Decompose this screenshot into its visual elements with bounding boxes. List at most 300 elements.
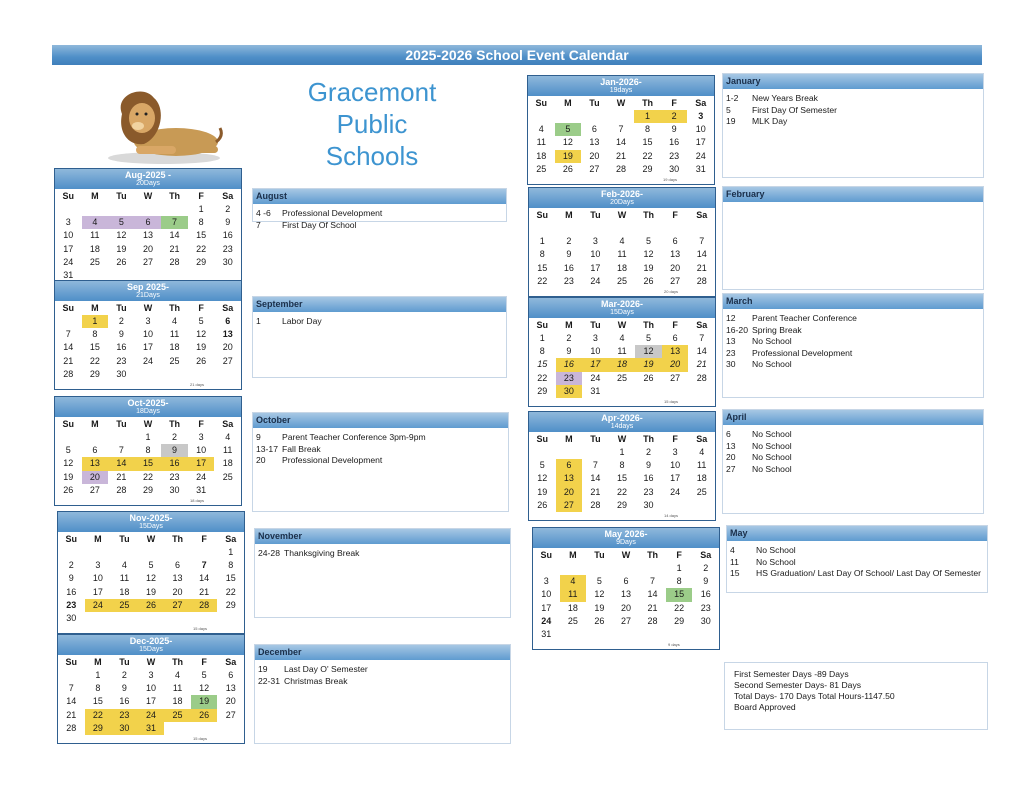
month-events-heading: November — [255, 529, 510, 544]
month-calendar-title — [58, 635, 244, 655]
event-row — [723, 105, 983, 117]
day-cell — [556, 222, 583, 235]
weekday-label: Sa — [225, 534, 237, 544]
day-cell: 10 — [92, 573, 103, 584]
day-cell: 22 — [674, 602, 685, 613]
day-cell: 5 — [596, 576, 602, 587]
weekday-label: Su — [536, 434, 549, 444]
day-cell: 29 — [225, 599, 236, 610]
day-cell: 15 — [92, 696, 103, 707]
day-cell — [635, 222, 662, 235]
day-cell: 8 — [228, 560, 234, 571]
weekday-label: W — [617, 210, 627, 220]
day-cell: 18 — [172, 696, 183, 707]
day-cell: 23 — [563, 275, 574, 286]
month-events-list — [723, 309, 983, 371]
weekday-label: M — [565, 320, 573, 330]
day-cell: 20 — [172, 586, 183, 597]
day-cell: 16 — [161, 457, 188, 470]
day-cell: 1 — [619, 447, 625, 457]
weekday-label: M — [94, 657, 102, 667]
event-date: 9 — [256, 432, 261, 442]
day-cell: 14 — [615, 137, 626, 148]
day-cell: 8 — [645, 124, 651, 135]
day-cell: 25 — [164, 709, 191, 722]
day-cell: 4 — [82, 216, 109, 229]
weekday-label: M — [91, 191, 99, 201]
day-cell: 22 — [196, 243, 207, 254]
month-footer-note: 20 days — [664, 288, 679, 294]
month-name: Jan-2026- — [600, 77, 642, 87]
weekday-label: Su — [62, 191, 75, 201]
day-cell: 7 — [68, 683, 74, 694]
day-grid — [58, 546, 244, 625]
event-description: No School — [752, 336, 792, 346]
month-calendar-title — [58, 512, 244, 532]
month-events-panel — [722, 186, 984, 290]
day-cell: 17 — [188, 457, 215, 470]
day-cell — [55, 203, 82, 216]
event-date: 20 — [256, 455, 266, 465]
day-cell: 19 — [63, 471, 74, 482]
day-cell: 17 — [63, 243, 74, 254]
day-cell: 1 — [539, 236, 545, 247]
day-cell: 27 — [89, 484, 100, 495]
weekday-label: M — [565, 434, 573, 444]
event-description: No School — [752, 440, 792, 451]
day-cell — [560, 562, 587, 575]
day-cell: 11 — [560, 588, 587, 601]
day-cell: 14 — [647, 589, 658, 600]
day-cell: 7 — [699, 333, 705, 343]
day-cell: 17 — [541, 602, 552, 613]
school-name — [262, 76, 482, 172]
day-cell: 19 — [116, 243, 127, 254]
day-cell: 2 — [703, 563, 709, 573]
day-cell: 29 — [674, 615, 685, 626]
day-cell: 6 — [135, 216, 162, 229]
day-cell: 12 — [63, 458, 74, 469]
month-calendar-title — [529, 188, 715, 208]
day-grid — [55, 315, 241, 381]
day-cell: 12 — [635, 345, 662, 358]
month-events-panel — [726, 525, 988, 593]
month-events-heading: December — [255, 645, 510, 660]
month-name: Nov-2025- — [129, 513, 173, 523]
event-row — [723, 313, 983, 325]
weekday-label: Sa — [222, 419, 234, 429]
day-cell: 6 — [228, 670, 234, 680]
weekday-label: Tu — [590, 320, 601, 330]
day-cell: 13 — [225, 683, 236, 694]
month-calendar — [527, 75, 715, 185]
day-cell: 17 — [670, 473, 681, 484]
day-cell: 28 — [696, 372, 707, 383]
day-cell: 12 — [145, 573, 156, 584]
day-cell: 28 — [63, 368, 74, 379]
weekday-label: Th — [647, 550, 659, 560]
day-cell: 9 — [566, 346, 572, 357]
day-cell: 14 — [696, 346, 707, 357]
day-cell: 21 — [647, 602, 658, 613]
day-cell: 14 — [199, 573, 210, 584]
day-cell: 26 — [537, 499, 548, 510]
day-cell: 7 — [592, 460, 598, 471]
weekday-label: F — [676, 550, 682, 560]
day-cell: 19 — [635, 358, 662, 371]
month-footer — [529, 398, 715, 406]
weekday-label: W — [143, 303, 153, 313]
day-cell: 1 — [228, 547, 234, 557]
month-events-panel — [722, 293, 984, 398]
day-cell: 22 — [616, 486, 627, 497]
day-cell: 13 — [142, 230, 153, 241]
weekday-header-row — [528, 96, 714, 110]
month-footer — [55, 497, 241, 505]
day-cell: 14 — [590, 473, 601, 484]
month-footer — [58, 735, 244, 743]
month-name: Aug-2025 - — [124, 170, 171, 180]
day-cell: 19 — [555, 150, 582, 163]
day-cell: 11 — [617, 249, 627, 260]
month-footer-note: 21 days — [190, 381, 205, 387]
event-date: 6 — [726, 429, 731, 439]
month-calendar — [528, 297, 716, 407]
day-cell — [85, 546, 112, 559]
weekday-label: F — [672, 210, 678, 220]
event-date: 23 — [726, 347, 736, 358]
weekday-label: Tu — [119, 657, 130, 667]
weekday-header-row — [529, 208, 715, 222]
weekday-label: F — [201, 657, 207, 667]
day-cell: 21 — [696, 262, 707, 273]
month-calendar — [528, 411, 716, 521]
day-cell: 15 — [196, 230, 207, 241]
day-cell: 1 — [95, 670, 101, 680]
month-footer — [529, 512, 715, 520]
month-events-list — [255, 660, 510, 687]
day-cell: 6 — [175, 560, 181, 571]
day-cell: 17 — [145, 696, 156, 707]
day-cell: 25 — [696, 486, 707, 497]
day-cell: 15 — [225, 573, 236, 584]
weekday-header-row — [55, 189, 241, 203]
event-description: No School — [752, 359, 792, 369]
month-footer-note: 9 days — [668, 642, 680, 648]
event-row — [723, 116, 983, 128]
day-cell: 21 — [116, 471, 127, 482]
month-calendar — [54, 280, 242, 390]
day-cell: 20 — [225, 696, 236, 707]
weekday-label: Sa — [696, 434, 708, 444]
day-cell: 12 — [116, 230, 127, 241]
month-events-list — [253, 204, 506, 231]
month-events-panel — [254, 528, 511, 618]
day-cell: 16 — [700, 589, 711, 600]
event-date: 16-20 — [726, 324, 748, 335]
month-calendar — [528, 187, 716, 297]
day-cell: 23 — [669, 150, 680, 161]
event-description: Thanksgiving Break — [284, 548, 360, 558]
month-name: Feb-2026- — [600, 189, 644, 199]
day-cell — [555, 110, 582, 123]
day-cell: 7 — [201, 560, 207, 571]
day-cell: 15 — [537, 262, 548, 273]
day-cell: 29 — [89, 368, 100, 379]
day-cell: 20 — [222, 342, 233, 353]
day-cell: 25 — [616, 372, 627, 383]
month-name: May 2026- — [604, 529, 648, 539]
day-cell: 8 — [92, 329, 98, 340]
event-date: 1 — [256, 316, 261, 326]
event-date: 27 — [726, 463, 736, 474]
weekday-label: Sa — [696, 320, 708, 330]
weekday-label: Th — [642, 98, 654, 108]
day-cell: 4 — [225, 432, 231, 442]
weekday-label: M — [569, 550, 577, 560]
day-cell: 4 — [699, 447, 705, 457]
day-cell: 23 — [222, 243, 233, 254]
day-cell: 12 — [562, 137, 573, 148]
event-row — [723, 441, 983, 453]
day-cell: 23 — [169, 471, 180, 482]
event-date: 19 — [258, 664, 268, 674]
day-grid — [533, 562, 719, 641]
day-cell: 3 — [148, 670, 154, 680]
day-cell: 3 — [198, 432, 204, 442]
weekday-label: Th — [172, 657, 184, 667]
day-cell: 3 — [145, 316, 151, 326]
month-name: Dec-2025- — [129, 636, 173, 646]
day-cell: 14 — [696, 249, 707, 260]
event-row — [723, 336, 983, 348]
day-cell: 30 — [111, 722, 138, 735]
day-cell — [529, 222, 556, 235]
day-cell: 31 — [138, 722, 165, 735]
weekday-label: Tu — [116, 419, 127, 429]
event-description: No School — [752, 429, 792, 439]
month-name: Oct-2025- — [127, 398, 169, 408]
event-date: 22-31 — [258, 675, 280, 686]
month-calendar — [54, 168, 242, 291]
weekday-label: M — [91, 303, 99, 313]
school-name-line: Schools — [325, 141, 419, 171]
day-cell: 5 — [555, 123, 582, 136]
month-events-list — [253, 312, 506, 328]
weekday-label: Tu — [590, 210, 601, 220]
day-cell: 3 — [698, 111, 704, 121]
day-cell: 23 — [111, 709, 138, 722]
day-cell: 21 — [66, 709, 77, 720]
day-cell: 8 — [145, 445, 151, 456]
day-cell — [135, 203, 162, 216]
day-cell: 5 — [148, 560, 154, 571]
day-cell: 16 — [556, 358, 583, 371]
event-row — [723, 452, 983, 464]
day-cell: 21 — [169, 243, 180, 254]
month-footer-note: 14 days — [664, 512, 679, 518]
event-description: First Day Of Semester — [752, 104, 837, 115]
day-cell: 10 — [145, 683, 156, 694]
month-events-heading: March — [723, 294, 983, 309]
event-date: 13-17 — [256, 443, 278, 454]
event-row — [253, 455, 508, 467]
event-row — [723, 464, 983, 476]
day-cell: 4 — [121, 560, 127, 571]
day-grid — [529, 222, 715, 288]
day-cell: 10 — [670, 460, 681, 471]
day-grid — [528, 110, 714, 176]
month-events-panel — [254, 644, 511, 744]
month-footer — [529, 288, 715, 296]
day-cell: 6 — [672, 236, 678, 247]
weekday-label: M — [94, 534, 102, 544]
day-cell: 9 — [225, 217, 231, 228]
day-cell: 31 — [695, 163, 706, 174]
day-cell: 6 — [591, 124, 597, 135]
event-date: 20 — [726, 452, 736, 462]
month-calendar-title — [55, 281, 241, 301]
day-cell: 3 — [95, 560, 101, 571]
day-cell: 7 — [650, 576, 656, 587]
day-cell: 28 — [66, 722, 77, 733]
day-cell — [613, 562, 640, 575]
day-cell: 11 — [617, 346, 627, 357]
month-events-list — [723, 202, 983, 206]
event-description: New Years Break — [752, 93, 818, 103]
day-cell: 2 — [172, 432, 178, 442]
day-cell — [191, 546, 218, 559]
event-date: 11 — [730, 556, 739, 567]
day-cell: 18 — [567, 602, 578, 613]
day-cell: 4 — [538, 124, 544, 135]
weekday-label: Tu — [116, 191, 127, 201]
weekday-label: F — [198, 303, 204, 313]
day-cell: 3 — [592, 333, 598, 343]
weekday-label: Tu — [119, 534, 130, 544]
month-calendar-title — [529, 412, 715, 432]
event-row — [723, 325, 983, 337]
event-description: Professional Development — [752, 347, 853, 358]
weekday-header-row — [55, 301, 241, 315]
day-cell: 14 — [66, 696, 77, 707]
day-cell: 4 — [619, 333, 625, 343]
day-cell: 15 — [642, 137, 653, 148]
weekday-label: Su — [62, 303, 75, 313]
weekday-label: Su — [62, 419, 75, 429]
month-events-heading: August — [253, 189, 506, 204]
day-cell: 18 — [169, 342, 180, 353]
day-cell: 1 — [676, 563, 682, 573]
month-events-panel — [252, 296, 507, 378]
day-cell: 24 — [63, 256, 74, 267]
weekday-label: W — [617, 434, 627, 444]
day-cell: 29 — [142, 484, 153, 495]
day-cell: 29 — [196, 256, 207, 267]
month-events-panel — [252, 188, 507, 230]
day-cell: 9 — [161, 444, 188, 457]
day-cell: 30 — [700, 615, 711, 626]
day-cell: 23 — [116, 355, 127, 366]
month-calendar-title — [528, 76, 714, 96]
day-cell — [581, 110, 608, 123]
day-cell: 25 — [89, 256, 100, 267]
day-cell — [528, 110, 555, 123]
day-cell: 27 — [670, 372, 681, 383]
event-description: Christmas Break — [284, 675, 348, 686]
day-cell: 18 — [609, 358, 636, 371]
month-events-list — [723, 425, 983, 475]
day-cell: 3 — [592, 236, 598, 247]
day-grid — [55, 203, 241, 282]
summary-line: Total Days- 170 Days Total Hours-1147.50 — [734, 691, 895, 701]
day-cell: 17 — [92, 586, 103, 597]
weekday-header-row — [58, 655, 244, 669]
day-cell: 27 — [164, 599, 191, 612]
day-cell — [639, 562, 666, 575]
event-row — [253, 316, 506, 328]
weekday-label: F — [671, 98, 677, 108]
day-cell: 30 — [222, 256, 233, 267]
day-cell — [161, 203, 188, 216]
day-cell — [529, 446, 556, 459]
day-cell: 20 — [662, 358, 689, 371]
day-cell: 9 — [121, 683, 127, 694]
weekday-label: Th — [169, 303, 181, 313]
day-cell: 23 — [556, 372, 583, 385]
day-cell: 12 — [199, 683, 210, 694]
weekday-label: W — [143, 191, 153, 201]
day-cell: 2 — [661, 110, 688, 123]
day-cell: 5 — [646, 236, 652, 247]
day-cell — [138, 546, 165, 559]
day-cell: 26 — [138, 599, 165, 612]
day-cell: 27 — [556, 499, 583, 512]
month-day-count: 21Days — [136, 292, 160, 299]
day-cell: 10 — [541, 589, 552, 600]
day-cell: 15 — [537, 359, 548, 370]
day-cell: 24 — [590, 275, 601, 286]
day-cell: 15 — [616, 473, 627, 484]
weekday-label: Th — [643, 210, 655, 220]
day-cell: 12 — [643, 249, 654, 260]
weekday-label: Sa — [222, 303, 234, 313]
day-cell: 22 — [537, 275, 548, 286]
day-cell: 21 — [696, 359, 707, 370]
day-cell: 22 — [642, 150, 653, 161]
day-cell: 11 — [119, 573, 130, 584]
event-description: MLK Day — [752, 116, 788, 126]
day-cell: 26 — [594, 615, 605, 626]
day-cell: 18 — [696, 473, 707, 484]
day-cell: 28 — [615, 163, 626, 174]
day-cell: 7 — [618, 124, 624, 135]
day-grid — [58, 669, 244, 735]
day-cell: 7 — [65, 329, 71, 340]
event-date: 12 — [726, 313, 736, 323]
weekday-label: W — [621, 550, 631, 560]
day-cell: 1 — [634, 110, 661, 123]
day-cell: 25 — [567, 615, 578, 626]
school-name-line: Public — [336, 109, 408, 139]
day-cell: 21 — [590, 486, 601, 497]
day-cell: 16 — [222, 230, 233, 241]
day-cell: 18 — [89, 243, 100, 254]
month-calendar-title — [55, 397, 241, 417]
day-cell: 18 — [222, 458, 233, 469]
day-cell: 4 — [619, 236, 625, 247]
event-row — [723, 348, 983, 360]
